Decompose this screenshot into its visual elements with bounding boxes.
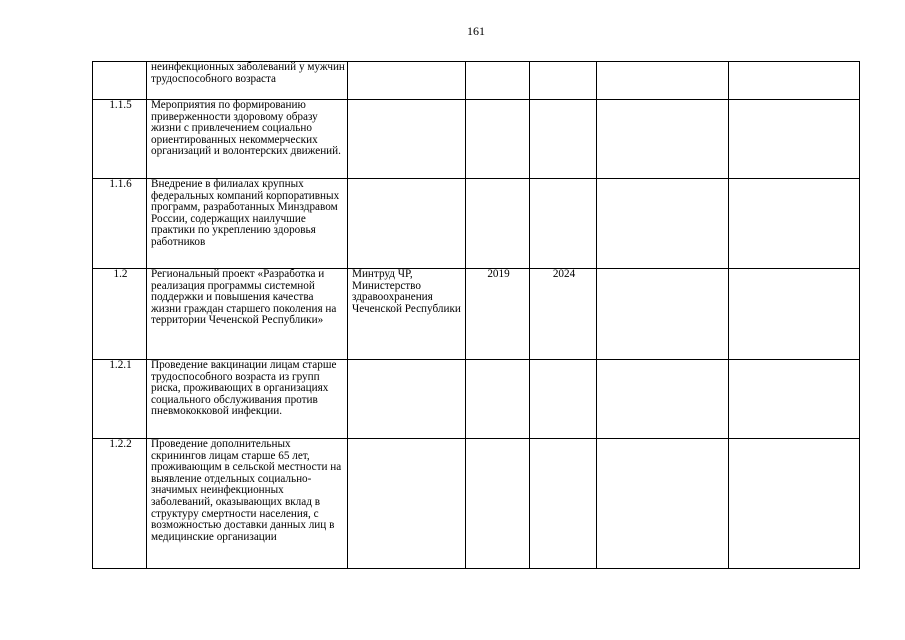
row-executor	[348, 439, 466, 569]
row-cell-7	[729, 62, 860, 100]
row-end-year	[530, 439, 597, 569]
table-row	[93, 360, 860, 439]
row-executor	[348, 100, 466, 179]
row-number: 1.1.5	[93, 100, 147, 179]
row-description: неинфекционных заболеваний у мужчин трудоспособного возраста	[147, 62, 348, 100]
table-row	[93, 439, 860, 569]
row-executor: Минтруд ЧР, Министерство здравоохранения Чеченской Республики	[348, 269, 466, 360]
row-number: 1.2.1	[93, 360, 147, 439]
row-cell-6	[597, 269, 729, 360]
row-cell-7	[729, 100, 860, 179]
row-start-year	[466, 179, 530, 269]
row-executor	[348, 62, 466, 100]
row-cell-7	[729, 360, 860, 439]
row-end-year	[530, 360, 597, 439]
row-end-year	[530, 62, 597, 100]
page-number: 161	[467, 24, 485, 38]
row-start-year	[466, 100, 530, 179]
row-number	[93, 62, 147, 100]
row-start-year	[466, 439, 530, 569]
row-cell-6	[597, 62, 729, 100]
row-cell-7	[729, 269, 860, 360]
row-start-year	[466, 360, 530, 439]
row-description: Мероприятия по формированию приверженности здоровому образу жизни с привлечением социально ориентированных некоммерческих организаций и волонтерских движений.	[147, 100, 348, 179]
row-number: 1.2	[93, 269, 147, 360]
measures-table	[92, 61, 860, 569]
row-end-year	[530, 179, 597, 269]
row-cell-6	[597, 439, 729, 569]
row-description: Региональный проект «Разработка и реализация программы системной поддержки и повышения качества жизни граждан старшего поколения на территории Чеченской Республики»	[147, 269, 348, 360]
row-cell-6	[597, 100, 729, 179]
table-row	[93, 100, 860, 179]
row-number: 1.2.2	[93, 439, 147, 569]
row-executor	[348, 179, 466, 269]
row-cell-7	[729, 439, 860, 569]
row-start-year: 2019	[466, 269, 530, 360]
row-executor	[348, 360, 466, 439]
row-description: Проведение вакцинации лицам старше трудоспособного возраста из групп риска, проживающих в организациях социального обслуживания против пневмококковой инфекции.	[147, 360, 348, 439]
row-number: 1.1.6	[93, 179, 147, 269]
row-cell-6	[597, 179, 729, 269]
row-cell-7	[729, 179, 860, 269]
row-start-year	[466, 62, 530, 100]
table-row	[93, 269, 860, 360]
row-description: Проведение дополнительных скринингов лицам старше 65 лет, проживающим в сельской местности на выявление отдельных социально-значимых неинфекционных заболеваний, оказывающих вклад в структуру смертности населения, с возможностью доставки данных лиц в медицинские организации	[147, 439, 348, 569]
row-end-year	[530, 100, 597, 179]
row-cell-6	[597, 360, 729, 439]
row-description: Внедрение в филиалах крупных федеральных компаний корпоративных программ, разработанных Минздравом России, содержащих наилучшие практики по укреплению здоровья работников	[147, 179, 348, 269]
row-end-year: 2024	[530, 269, 597, 360]
table-row	[93, 179, 860, 269]
table-row	[93, 62, 860, 100]
